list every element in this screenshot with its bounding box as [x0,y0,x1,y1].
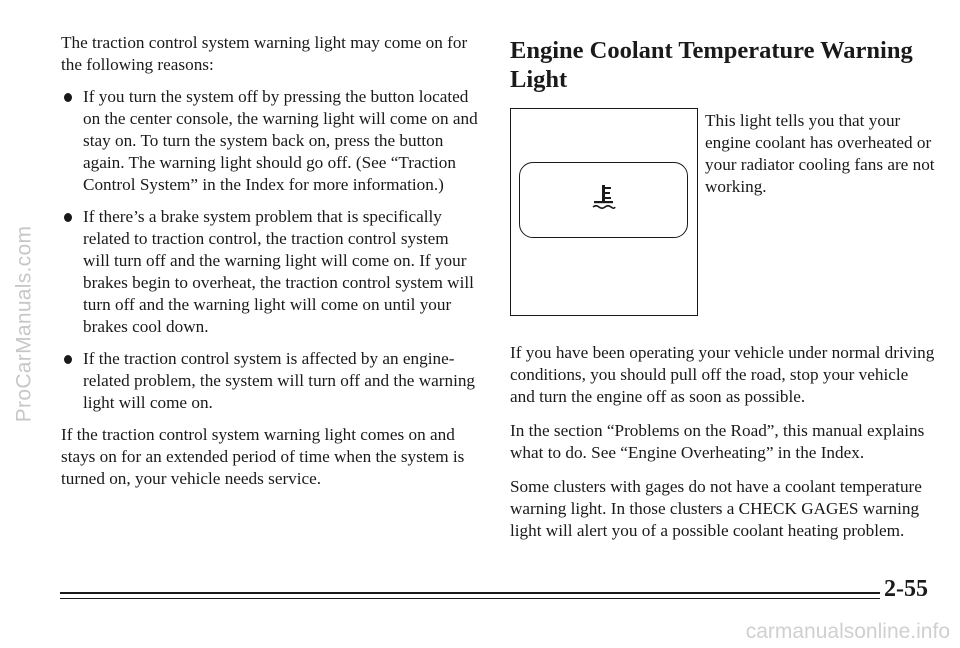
list-item [61,86,479,196]
list-item-text: If the traction control system is affected by an engine-related problem, the system will turn off and the warning light will come on. [83,349,476,412]
list-item [61,206,479,338]
paragraph: In the section “Problems on the Road”, this manual explains what to do. See “Engine Overheating” in the Index. [510,421,925,462]
watermark-left-text: ProCarManuals.com [12,225,35,423]
list-item-text: If there’s a brake system problem that is specifically related to traction control, the traction control system will turn off and the warning light will come on. If your brakes begin to overheat, the traction control system will turn off and the warning light will come on until your brakes cool down. [83,207,474,336]
reasons-list [61,86,479,414]
warning-lamp [519,162,688,238]
list-item [61,348,479,414]
footer-rule [60,598,880,599]
bullet-icon [64,93,72,102]
closing-paragraph: If the traction control system warning light comes on and stays on for an extended period of time when the system is turned on, your vehicle needs service. [61,425,465,488]
left-column [61,32,479,500]
watermark-bottom: carmanualsonline.info [745,620,950,643]
list-item-text: If you turn the system off by pressing the button located on the center console, the warning light will come on and stay on. To turn the system back on, press the button again. The warning light should go off. (See “Traction Control System” in the Index for more information.) [83,87,478,194]
warning-light-description: This light tells you that your engine coolant has overheated or your radiator cooling fans are not working. [705,111,935,196]
right-column [510,36,935,554]
warning-light-frame [510,108,698,316]
page-number: 2-55 [884,576,928,602]
paragraph: Some clusters with gages do not have a coolant temperature warning light. In those clusters a CHECK GAGES warning light will alert you of a possible coolant heating problem. [510,477,922,540]
bullet-icon [64,355,72,364]
footer-rule [60,592,880,594]
bullet-icon [64,213,72,222]
warning-light-figure [510,108,935,324]
intro-paragraph: The traction control system warning light may come on for the following reasons: [61,33,468,74]
section-heading: Engine Coolant Temperature Warning Light [510,37,913,93]
watermark-left [4,0,44,648]
paragraph: If you have been operating your vehicle under normal driving conditions, you should pull off the road, stop your vehicle and turn the engine off as soon as possible. [510,343,935,406]
coolant-temperature-icon [587,181,621,220]
